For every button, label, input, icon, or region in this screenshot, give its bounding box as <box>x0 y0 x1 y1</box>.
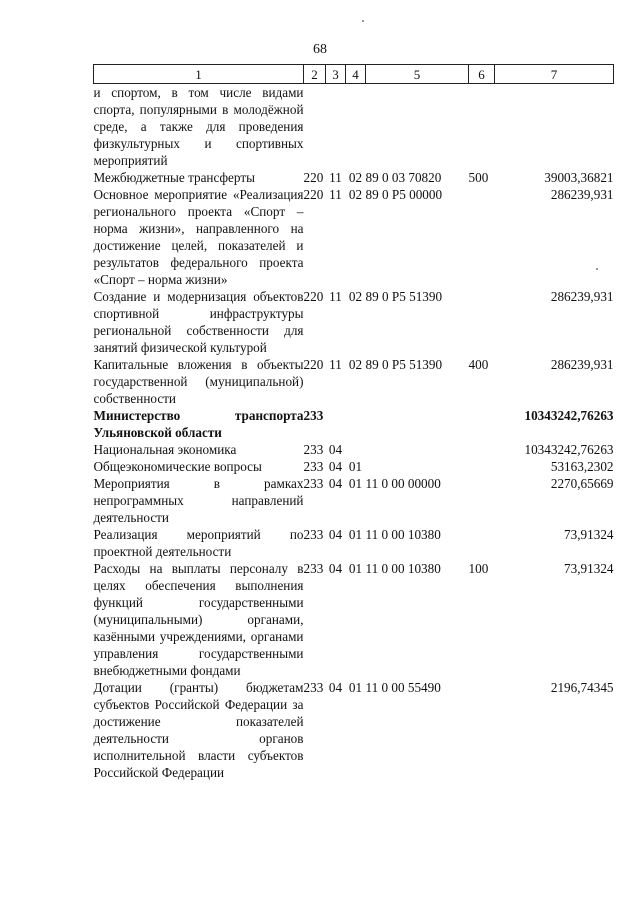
table-row <box>94 475 614 526</box>
budget-table <box>93 64 614 781</box>
row-expense-type <box>469 526 495 560</box>
row-subsection-code <box>346 84 366 170</box>
table-row <box>94 441 614 458</box>
row-section-code: 04 <box>328 459 343 474</box>
row-target-article <box>366 458 469 475</box>
row-amount <box>495 84 614 170</box>
row-section-code: 11 <box>329 289 342 304</box>
row-section-code: 11 <box>329 187 342 202</box>
scan-speck <box>362 20 364 22</box>
row-chapter-code: 220 <box>303 187 324 202</box>
table-row <box>94 169 614 186</box>
row-section-code: 04 <box>328 527 343 542</box>
row-chapter-code: 233 <box>303 527 324 542</box>
row-target-article: 11 0 00 55490 <box>365 680 441 695</box>
row-subsection-code: 02 <box>348 289 363 304</box>
row-amount: 73,91324 <box>564 527 614 542</box>
table-row <box>94 288 614 356</box>
row-amount: 39003,36821 <box>544 170 614 185</box>
row-target-article: 89 0 P5 00000 <box>365 187 443 202</box>
row-target-article: 89 0 P5 51390 <box>365 289 443 304</box>
row-name: Создание и модернизация объектов спортивной инфраструктуры региональной собственности для занятий физической культурой <box>93 289 304 355</box>
row-section-code <box>326 407 346 441</box>
row-target-article <box>366 441 469 458</box>
table-row <box>94 84 614 170</box>
header-col-4: 4 <box>346 65 366 84</box>
table-row <box>94 186 614 288</box>
row-name: Дотации (гранты) бюджетам субъектов Российской Федерации за достижение показателей деятельности органов исполнительной власти субъектов Российской Федерации <box>93 680 304 780</box>
row-subsection-code: 01 <box>348 459 363 474</box>
table-body <box>94 84 614 782</box>
row-chapter-code: 233 <box>303 476 324 491</box>
row-amount: 286239,931 <box>550 289 614 304</box>
table-row <box>94 679 614 781</box>
table-row <box>94 356 614 407</box>
table-row <box>94 407 614 441</box>
row-name: Мероприятия в рамках непрограммных направлений деятельности <box>93 476 304 525</box>
header-col-5: 5 <box>366 65 469 84</box>
row-expense-type <box>469 475 495 526</box>
row-expense-type <box>469 458 495 475</box>
row-amount: 286239,931 <box>550 357 614 372</box>
row-amount: 286239,931 <box>550 187 614 202</box>
row-section-code <box>326 84 346 170</box>
row-expense-type <box>469 407 495 441</box>
row-chapter-code: 220 <box>303 170 324 185</box>
row-expense-type: 100 <box>468 561 489 576</box>
header-col-2: 2 <box>304 65 326 84</box>
header-col-1: 1 <box>94 65 304 84</box>
row-expense-type <box>469 288 495 356</box>
row-section-code: 11 <box>329 357 342 372</box>
row-amount: 2196,74345 <box>550 680 614 695</box>
row-name: Министерство транспорта Ульяновской области <box>93 408 304 440</box>
header-col-3: 3 <box>326 65 346 84</box>
row-subsection-code: 01 <box>348 680 363 695</box>
row-chapter-code: 220 <box>303 357 324 372</box>
row-expense-type: 500 <box>468 170 489 185</box>
row-subsection-code: 02 <box>348 170 363 185</box>
row-name: Реализация мероприятий по проектной деятельности <box>93 527 304 559</box>
row-expense-type <box>469 441 495 458</box>
row-amount: 10343242,76263 <box>524 408 614 423</box>
row-name: Общеэкономические вопросы <box>93 459 262 474</box>
row-section-code: 11 <box>329 170 342 185</box>
row-chapter-code: 233 <box>303 561 324 576</box>
row-subsection-code: 01 <box>348 476 363 491</box>
table-row <box>94 560 614 679</box>
table-row <box>94 526 614 560</box>
row-target-article: 89 0 03 70820 <box>365 170 442 185</box>
row-name: Межбюджетные трансферты <box>93 170 255 185</box>
row-name: Национальная экономика <box>93 442 237 457</box>
row-chapter-code: 233 <box>303 408 324 423</box>
row-subsection-code <box>346 407 366 441</box>
row-target-article <box>366 407 469 441</box>
row-name: Капитальные вложения в объекты государственной (муниципальной) собственности <box>93 357 304 406</box>
row-subsection-code: 01 <box>348 527 363 542</box>
row-expense-type <box>469 679 495 781</box>
row-chapter-code: 220 <box>303 289 324 304</box>
row-subsection-code: 02 <box>348 357 363 372</box>
row-section-code: 04 <box>328 561 343 576</box>
row-section-code: 04 <box>328 442 343 457</box>
row-name: и спортом, в том числе видами спорта, популярными в молодёжной среде, а также для проведения физкультурных и спортивных мероприятий <box>93 85 304 168</box>
table-header <box>94 65 614 84</box>
row-amount: 53163,2302 <box>550 459 614 474</box>
row-amount: 73,91324 <box>564 561 614 576</box>
row-section-code: 04 <box>328 476 343 491</box>
row-amount: 10343242,76263 <box>524 442 614 457</box>
header-col-6: 6 <box>469 65 495 84</box>
row-target-article: 11 0 00 10380 <box>365 561 441 576</box>
row-chapter-code: 233 <box>303 459 324 474</box>
row-subsection-code: 02 <box>348 187 363 202</box>
table-row <box>94 458 614 475</box>
row-chapter-code <box>304 84 326 170</box>
row-chapter-code: 233 <box>303 680 324 695</box>
row-target-article: 89 0 P5 51390 <box>365 357 443 372</box>
row-expense-type: 400 <box>468 357 489 372</box>
row-name: Расходы на выплаты персоналу в целях обеспечения выполнения функций государственными (муниципальными) органами, казёнными учреждениями, органами управления государственными внебюджетными фондами <box>93 561 304 678</box>
row-amount: 2270,65669 <box>550 476 614 491</box>
row-expense-type <box>469 186 495 288</box>
row-subsection-code <box>346 441 366 458</box>
header-row <box>94 65 614 84</box>
row-target-article: 11 0 00 00000 <box>365 476 441 491</box>
row-expense-type <box>469 84 495 170</box>
row-chapter-code: 233 <box>303 442 324 457</box>
header-col-7: 7 <box>495 65 614 84</box>
row-target-article: 11 0 00 10380 <box>365 527 441 542</box>
row-name: Основное мероприятие «Реализация регионального проекта «Спорт – норма жизни», направленного на достижение целей, показателей и результатов федерального проекта «Спорт – норма жизни» <box>93 187 304 287</box>
row-subsection-code: 01 <box>348 561 363 576</box>
row-target-article <box>366 84 469 170</box>
row-section-code: 04 <box>328 680 343 695</box>
page-number: 68 <box>313 42 327 57</box>
